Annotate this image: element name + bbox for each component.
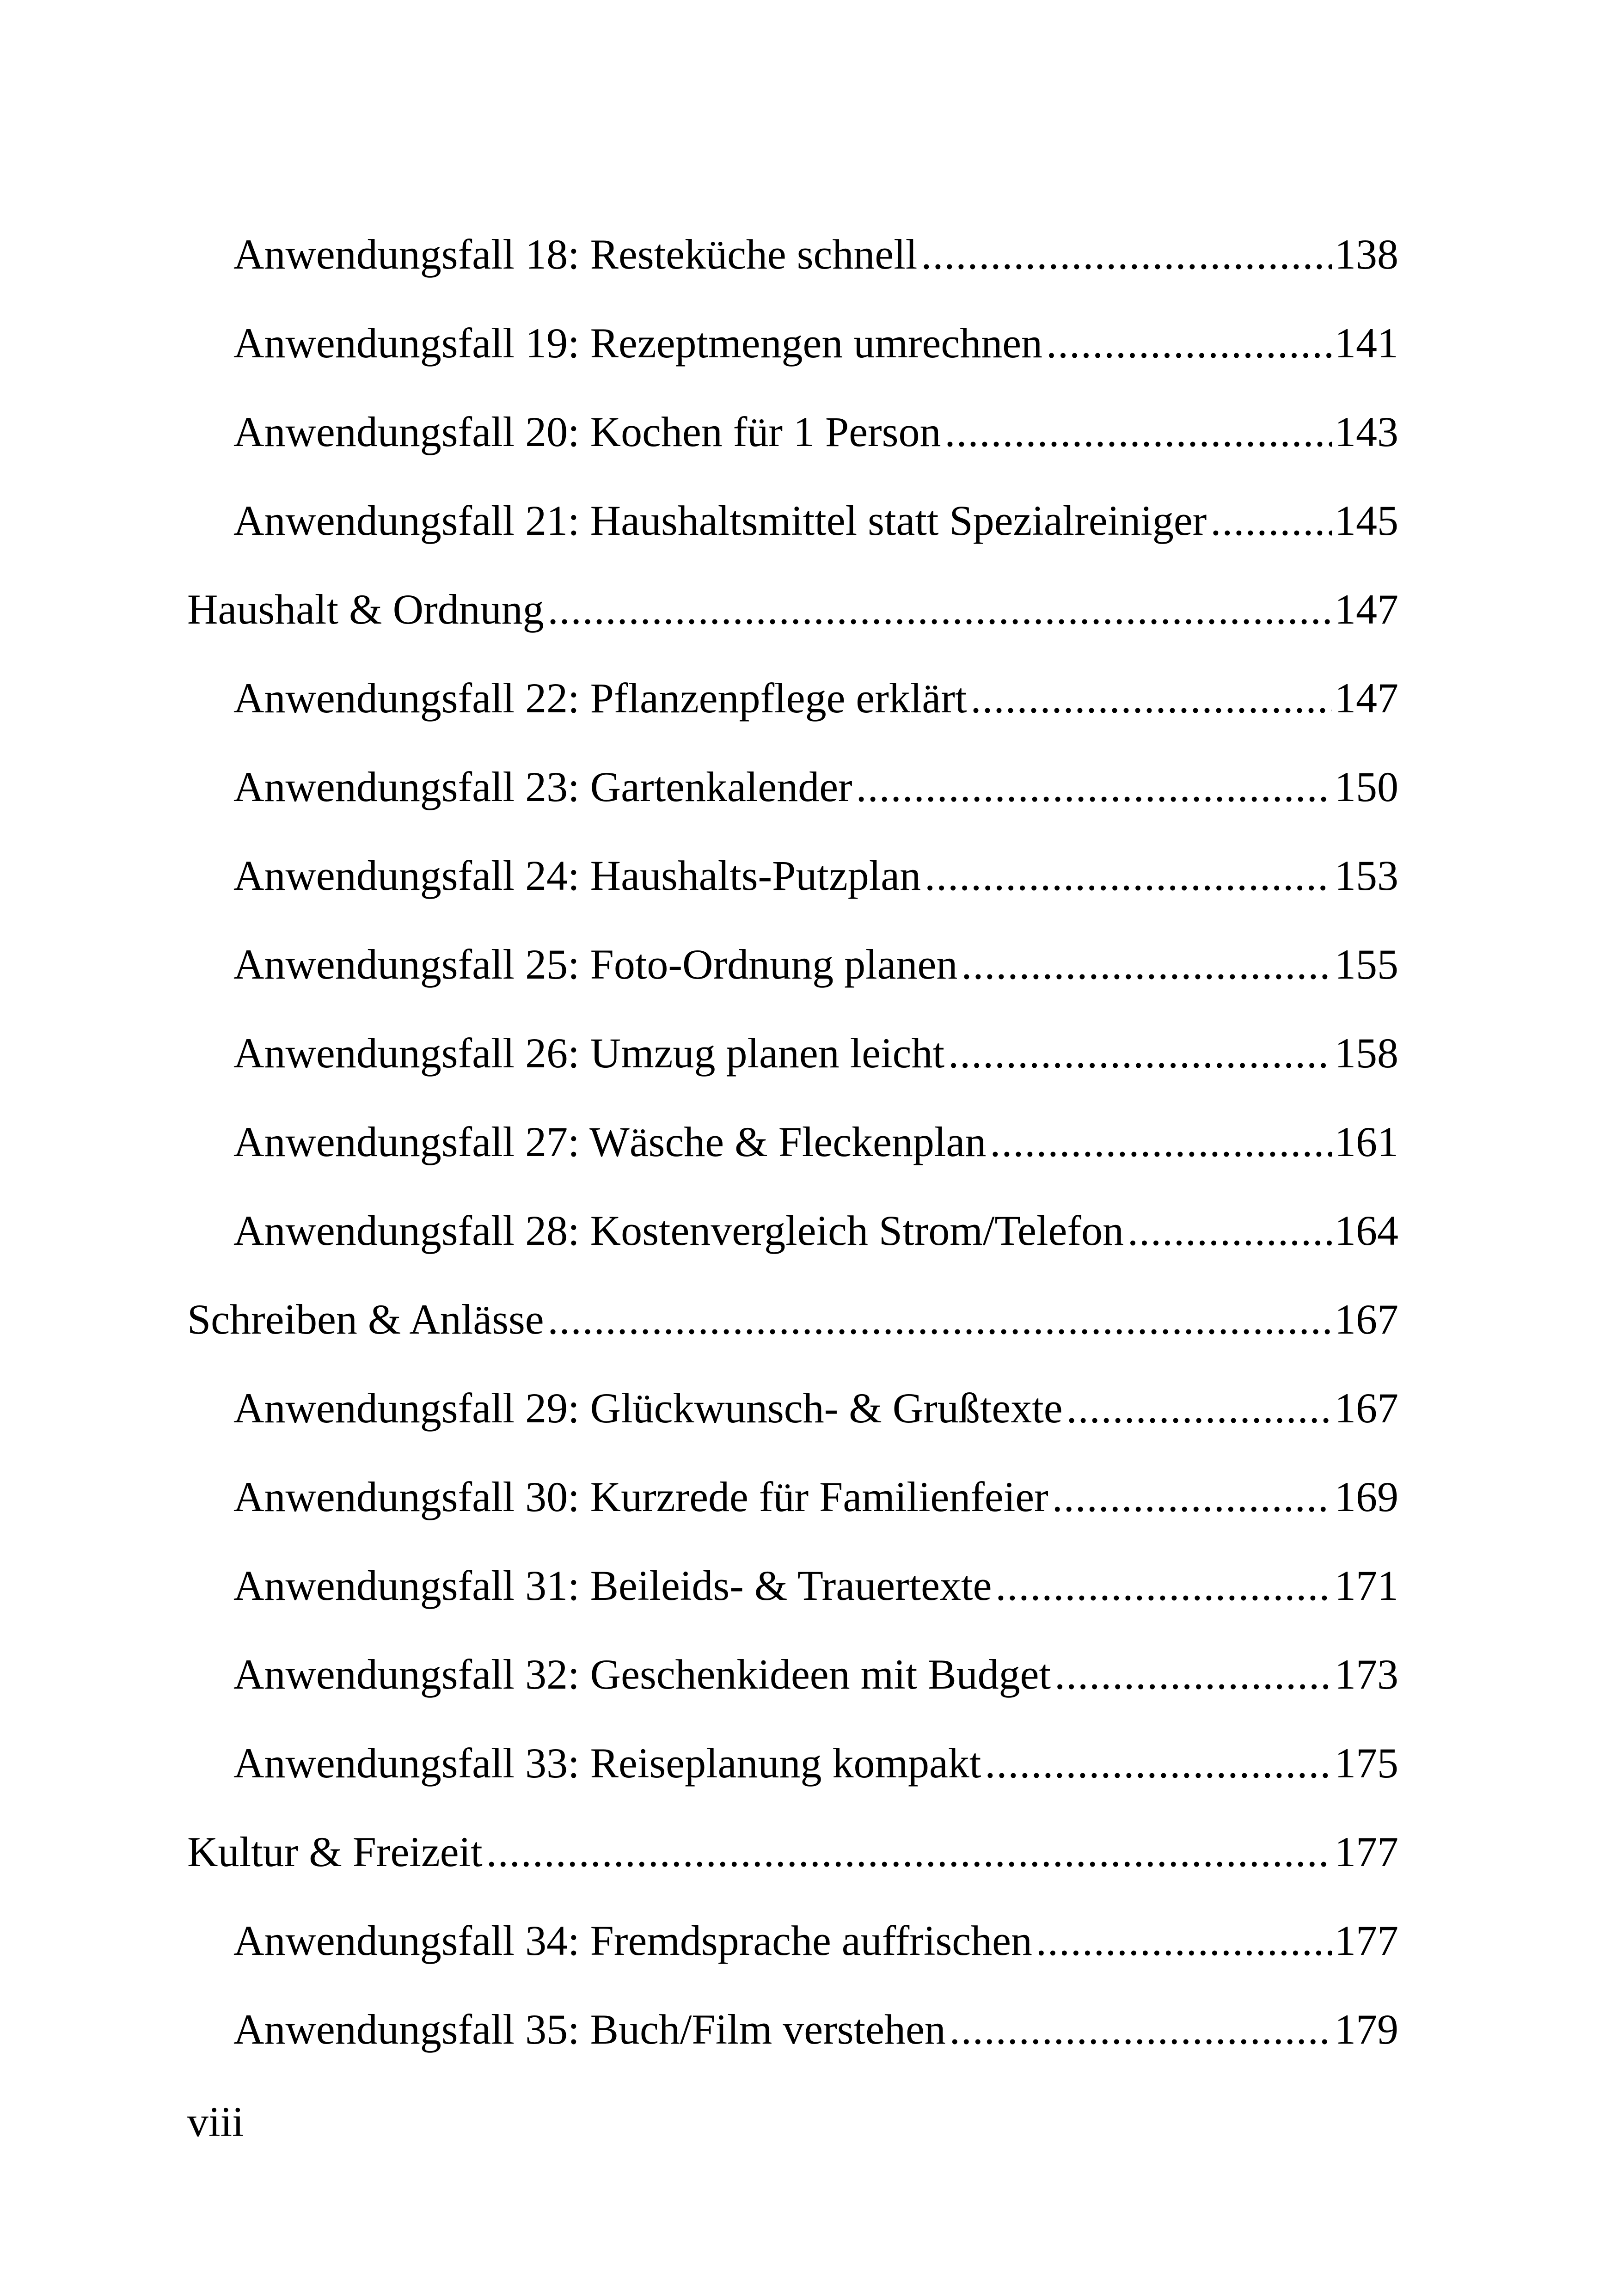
dot-leader — [856, 754, 1332, 819]
toc-entry[interactable] — [187, 311, 1398, 399]
toc-entry-page: 171 — [1335, 1562, 1398, 1609]
dot-leader — [548, 577, 1332, 642]
toc-entry[interactable] — [187, 1021, 1398, 1109]
dot-leader — [1054, 1642, 1332, 1707]
dot-leader — [1128, 1198, 1332, 1263]
toc-entry[interactable] — [187, 1997, 1398, 2086]
toc-entry-page: 167 — [1335, 1384, 1398, 1432]
toc-entry-title: Anwendungsfall 22: Pflanzenpflege erklärt — [233, 674, 967, 722]
toc-entry-title: Anwendungsfall 26: Umzug planen leicht — [233, 1029, 945, 1077]
toc-entry-title: Anwendungsfall 19: Rezeptmengen umrechnen — [233, 319, 1043, 367]
toc-entry-page: 173 — [1335, 1651, 1398, 1698]
dot-leader — [1052, 1464, 1332, 1529]
toc-entry-page: 164 — [1335, 1207, 1398, 1254]
toc-entry-title: Anwendungsfall 18: Resteküche schnell — [233, 231, 918, 278]
dot-leader — [990, 1109, 1332, 1174]
dot-leader — [548, 1287, 1332, 1352]
toc-entry-title: Anwendungsfall 25: Foto-Ordnung planen — [233, 941, 958, 988]
toc-entry-title: Anwendungsfall 27: Wäsche & Fleckenplan — [233, 1118, 987, 1165]
toc-entry-title: Anwendungsfall 35: Buch/Film verstehen — [233, 2006, 946, 2053]
toc-entry-page: 175 — [1335, 1739, 1398, 1787]
toc-entry-page: 147 — [1335, 674, 1398, 722]
toc-entry-title: Anwendungsfall 28: Kostenvergleich Strom/Telefon — [233, 1207, 1124, 1254]
toc-section[interactable] — [187, 1819, 1398, 1908]
dot-leader — [970, 666, 1332, 730]
toc-section-page: 177 — [1335, 1828, 1398, 1875]
toc-section-page: 167 — [1335, 1296, 1398, 1343]
toc-entry-title: Anwendungsfall 29: Glückwunsch- & Grußtexte — [233, 1384, 1063, 1432]
table-of-contents — [187, 222, 1398, 2086]
toc-entry[interactable] — [187, 1376, 1398, 1464]
toc-entry[interactable] — [187, 666, 1398, 754]
dot-leader — [925, 843, 1332, 908]
toc-entry[interactable] — [187, 1198, 1398, 1287]
toc-entry-page: 169 — [1335, 1473, 1398, 1520]
toc-entry-page: 150 — [1335, 763, 1398, 810]
toc-entry[interactable] — [187, 1553, 1398, 1642]
toc-section[interactable] — [187, 1287, 1398, 1376]
toc-entry[interactable] — [187, 1464, 1398, 1553]
toc-entry-page: 177 — [1335, 1917, 1398, 1964]
toc-section-title: Schreiben & Anlässe — [187, 1296, 544, 1343]
dot-leader — [948, 1021, 1332, 1085]
dot-leader — [961, 932, 1332, 997]
toc-section-title: Haushalt & Ordnung — [187, 586, 544, 633]
toc-entry-title: Anwendungsfall 24: Haushalts-Putzplan — [233, 852, 921, 899]
dot-leader — [945, 399, 1332, 464]
toc-entry-title: Anwendungsfall 20: Kochen für 1 Person — [233, 408, 941, 455]
toc-entry[interactable] — [187, 932, 1398, 1021]
toc-entry-page: 145 — [1335, 497, 1398, 544]
toc-entry-page: 155 — [1335, 941, 1398, 988]
toc-section-page: 147 — [1335, 586, 1398, 633]
dot-leader — [1210, 488, 1332, 553]
toc-entry-title: Anwendungsfall 34: Fremdsprache auffrischen — [233, 1917, 1032, 1964]
toc-entry-title: Anwendungsfall 32: Geschenkideen mit Budget — [233, 1651, 1051, 1698]
toc-entry[interactable] — [187, 754, 1398, 843]
dot-leader — [1036, 1908, 1332, 1973]
toc-entry-title: Anwendungsfall 21: Haushaltsmittel statt Spezialreiniger — [233, 497, 1207, 544]
dot-leader — [985, 1731, 1332, 1795]
toc-entry[interactable] — [187, 1731, 1398, 1819]
toc-entry-page: 143 — [1335, 408, 1398, 455]
toc-entry[interactable] — [187, 222, 1398, 311]
toc-entry-page: 158 — [1335, 1029, 1398, 1077]
dot-leader — [1046, 311, 1332, 375]
toc-entry[interactable] — [187, 843, 1398, 932]
dot-leader — [950, 1997, 1332, 2062]
toc-entry[interactable] — [187, 1908, 1398, 1997]
dot-leader — [1066, 1376, 1332, 1440]
toc-entry[interactable] — [187, 488, 1398, 577]
dot-leader — [921, 222, 1332, 287]
toc-entry-page: 179 — [1335, 2006, 1398, 2053]
dot-leader — [486, 1819, 1332, 1884]
toc-entry-title: Anwendungsfall 23: Gartenkalender — [233, 763, 852, 810]
page-number: viii — [187, 2098, 244, 2145]
toc-entry[interactable] — [187, 1109, 1398, 1198]
toc-entry-page: 153 — [1335, 852, 1398, 899]
toc-entry[interactable] — [187, 1642, 1398, 1731]
toc-section-title: Kultur & Freizeit — [187, 1828, 483, 1875]
toc-entry-title: Anwendungsfall 30: Kurzrede für Familienfeier — [233, 1473, 1048, 1520]
toc-section[interactable] — [187, 577, 1398, 666]
toc-entry[interactable] — [187, 399, 1398, 488]
toc-entry-page: 161 — [1335, 1118, 1398, 1165]
toc-entry-title: Anwendungsfall 31: Beileids- & Trauertexte — [233, 1562, 992, 1609]
dot-leader — [995, 1553, 1332, 1618]
toc-entry-title: Anwendungsfall 33: Reiseplanung kompakt — [233, 1739, 981, 1787]
toc-entry-page: 138 — [1335, 231, 1398, 278]
toc-entry-page: 141 — [1335, 319, 1398, 367]
